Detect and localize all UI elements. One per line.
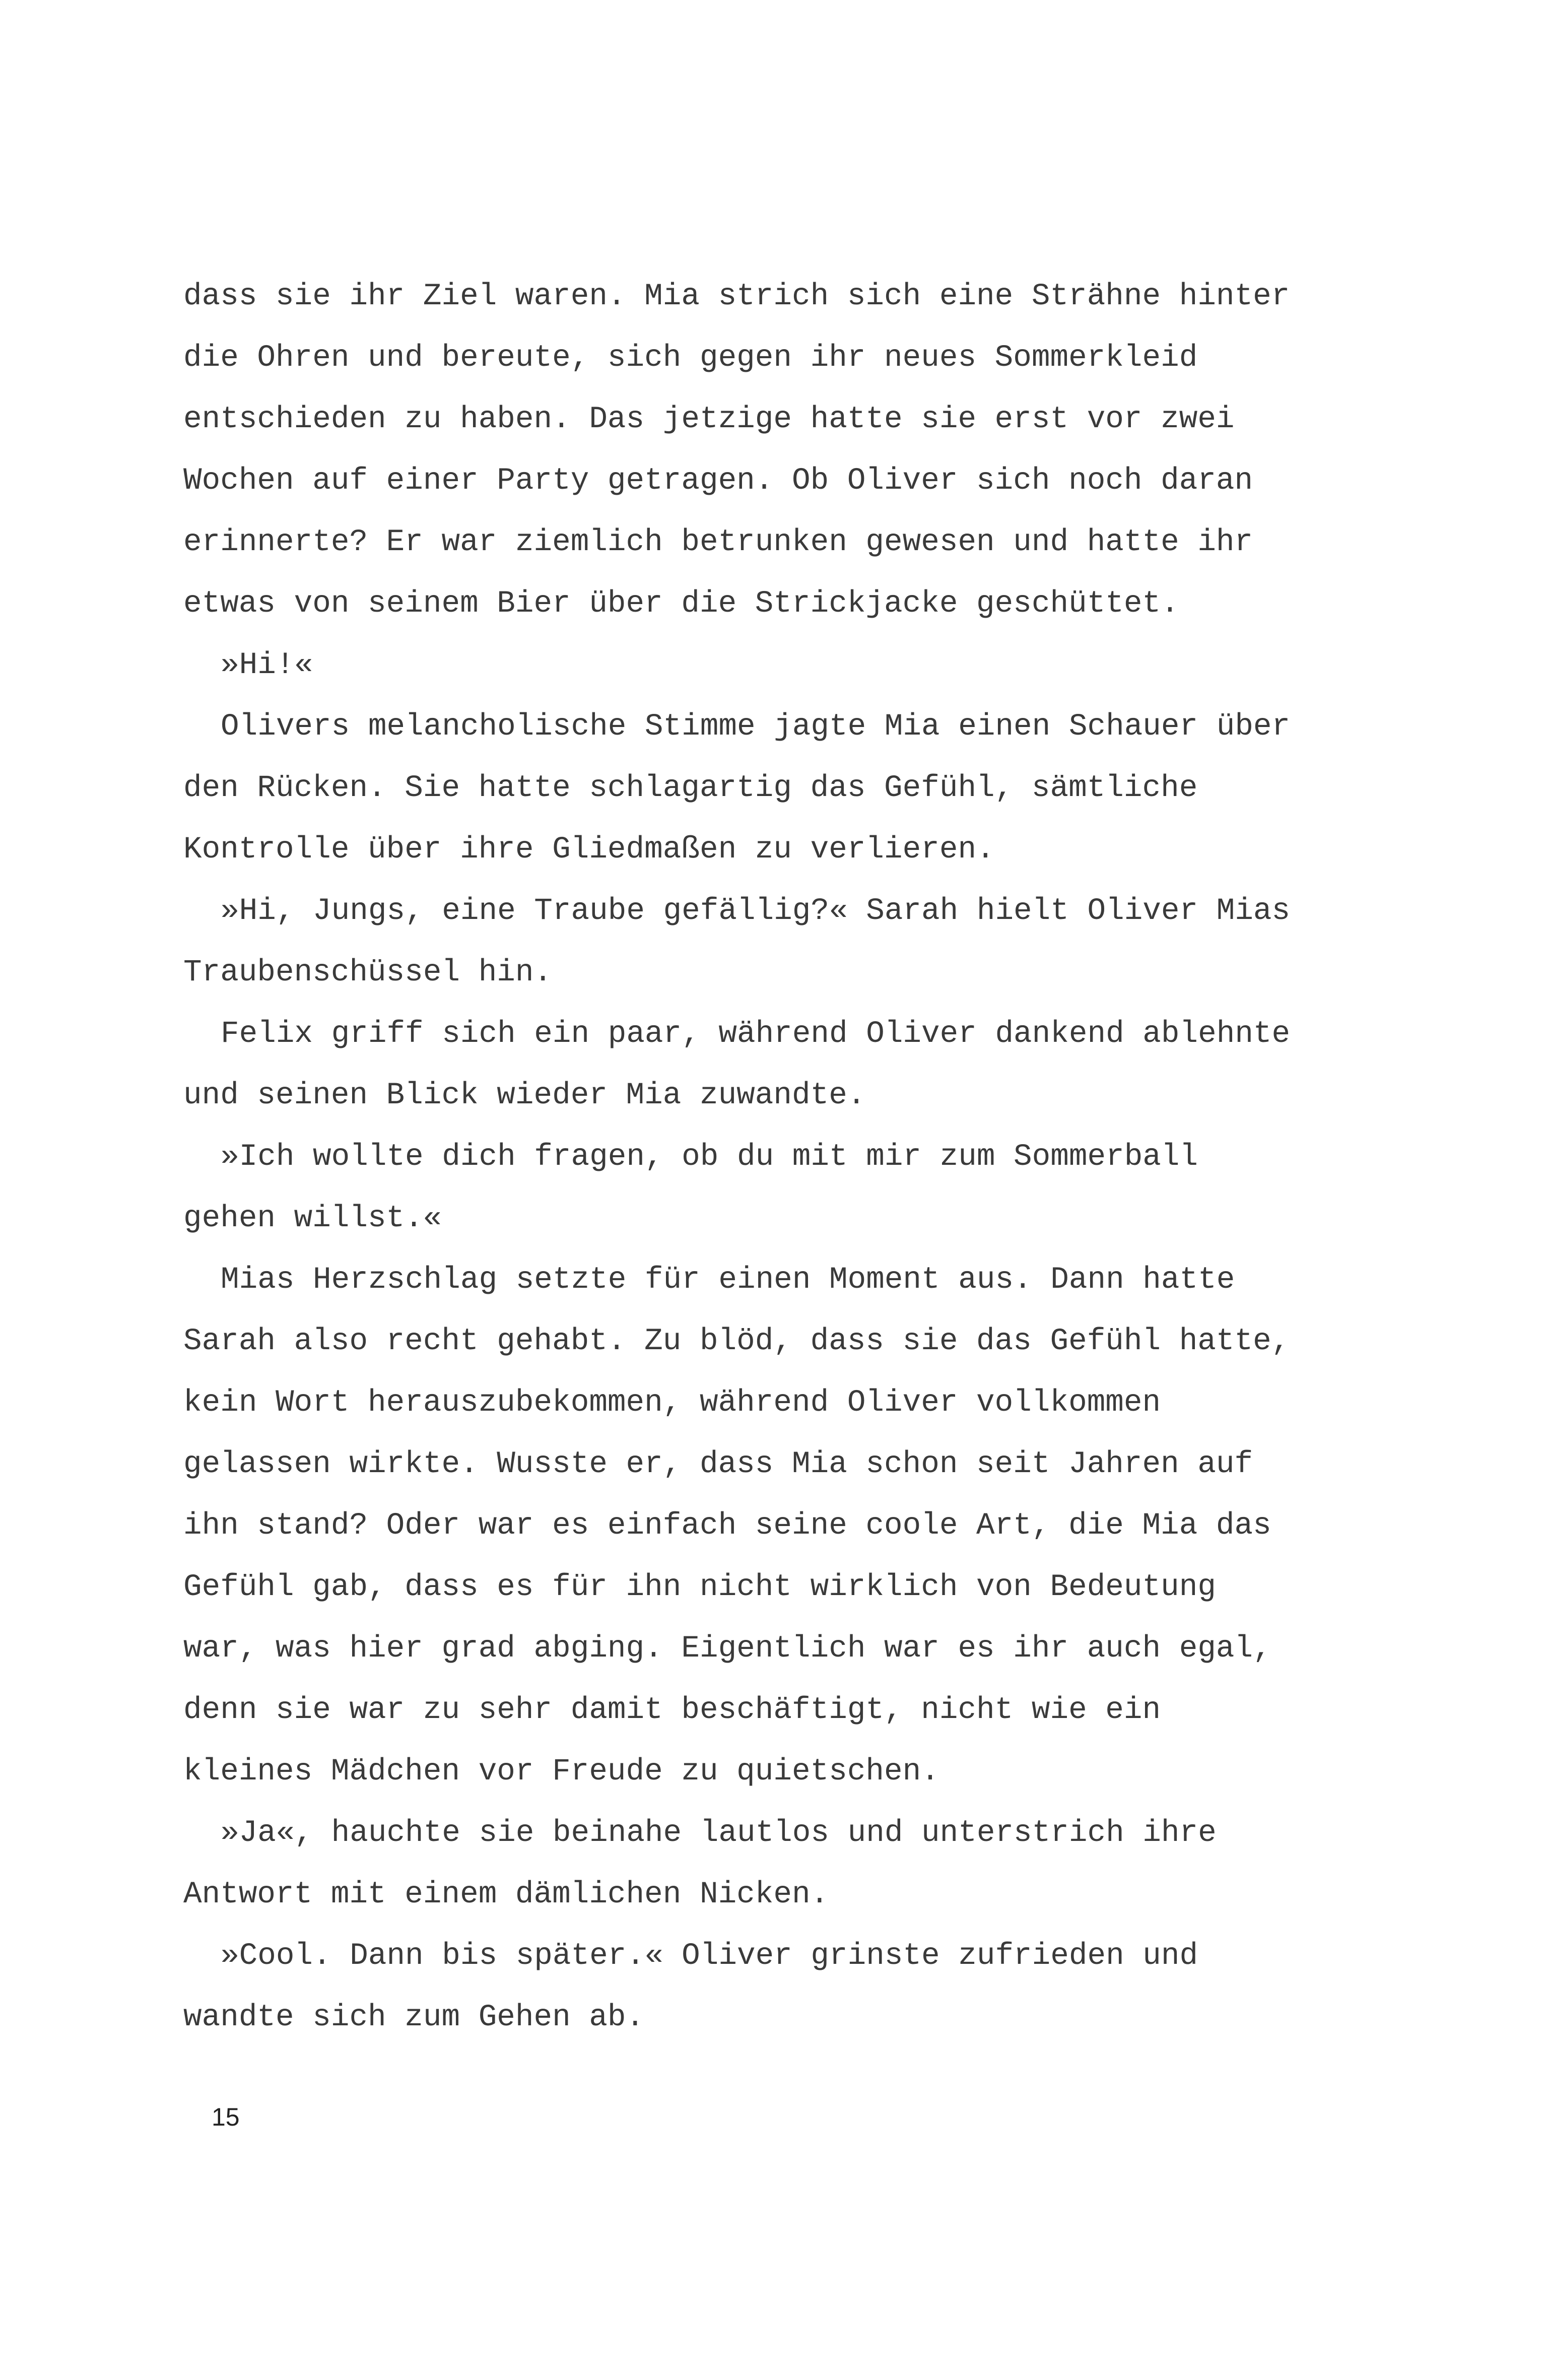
text-line: »Hi!«: [221, 648, 313, 683]
page-number: 15: [212, 2103, 240, 2131]
text-line: Sarah also recht gehabt. Zu blöd, dass sie das Gefühl hatte,: [183, 1324, 1290, 1359]
text-line: gehen willst.«: [183, 1201, 442, 1236]
text-line: »Ja«, hauchte sie beinahe lautlos und unterstrich ihre: [221, 1816, 1217, 1850]
text-line: kleines Mädchen vor Freude zu quietschen.: [183, 1754, 939, 1789]
text-line: wandte sich zum Gehen ab.: [183, 2000, 645, 2035]
text-line: Mias Herzschlag setzte für einen Moment aus. Dann hatte: [221, 1263, 1235, 1297]
text-line: etwas von seinem Bier über die Strickjacke geschüttet.: [183, 586, 1179, 621]
text-line: war, was hier grad abging. Eigentlich war es ihr auch egal,: [183, 1631, 1271, 1666]
text-line: Traubenschüssel hin.: [183, 955, 553, 990]
text-line: Kontrolle über ihre Gliedmaßen zu verlieren.: [183, 832, 995, 867]
text-line: ihn stand? Oder war es einfach seine coole Art, die Mia das: [183, 1508, 1271, 1543]
text-line: denn sie war zu sehr damit beschäftigt, nicht wie ein: [183, 1693, 1161, 1728]
text-line: »Cool. Dann bis später.« Oliver grinste zufrieden und: [221, 1939, 1198, 1973]
text-line: Wochen auf einer Party getragen. Ob Oliver sich noch daran: [183, 464, 1253, 498]
text-line: entschieden zu haben. Das jetzige hatte sie erst vor zwei: [183, 402, 1235, 437]
text-line: Olivers melancholische Stimme jagte Mia einen Schauer über: [221, 709, 1291, 744]
text-line: und seinen Blick wieder Mia zuwandte.: [183, 1078, 866, 1113]
text-line: erinnerte? Er war ziemlich betrunken gewesen und hatte ihr: [183, 525, 1253, 560]
body-text: [183, 276, 1322, 2059]
text-line: dass sie ihr Ziel waren. Mia strich sich eine Strähne hinter: [183, 279, 1290, 314]
text-line: die Ohren und bereute, sich gegen ihr neues Sommerkleid: [183, 341, 1198, 375]
text-line: »Hi, Jungs, eine Traube gefällig?« Sarah hielt Oliver Mias: [221, 894, 1291, 929]
text-line: kein Wort herauszubekommen, während Oliver vollkommen: [183, 1385, 1161, 1420]
text-line: gelassen wirkte. Wusste er, dass Mia schon seit Jahren auf: [183, 1447, 1253, 1482]
text-line: Antwort mit einem dämlichen Nicken.: [183, 1877, 829, 1912]
text-line: Gefühl gab, dass es für ihn nicht wirklich von Bedeutung: [183, 1570, 1216, 1605]
text-line: Felix griff sich ein paar, während Oliver dankend ablehnte: [221, 1017, 1291, 1051]
text-line: »Ich wollte dich fragen, ob du mit mir zum Sommerball: [221, 1140, 1198, 1174]
text-line: den Rücken. Sie hatte schlagartig das Gefühl, sämtliche: [183, 771, 1198, 806]
